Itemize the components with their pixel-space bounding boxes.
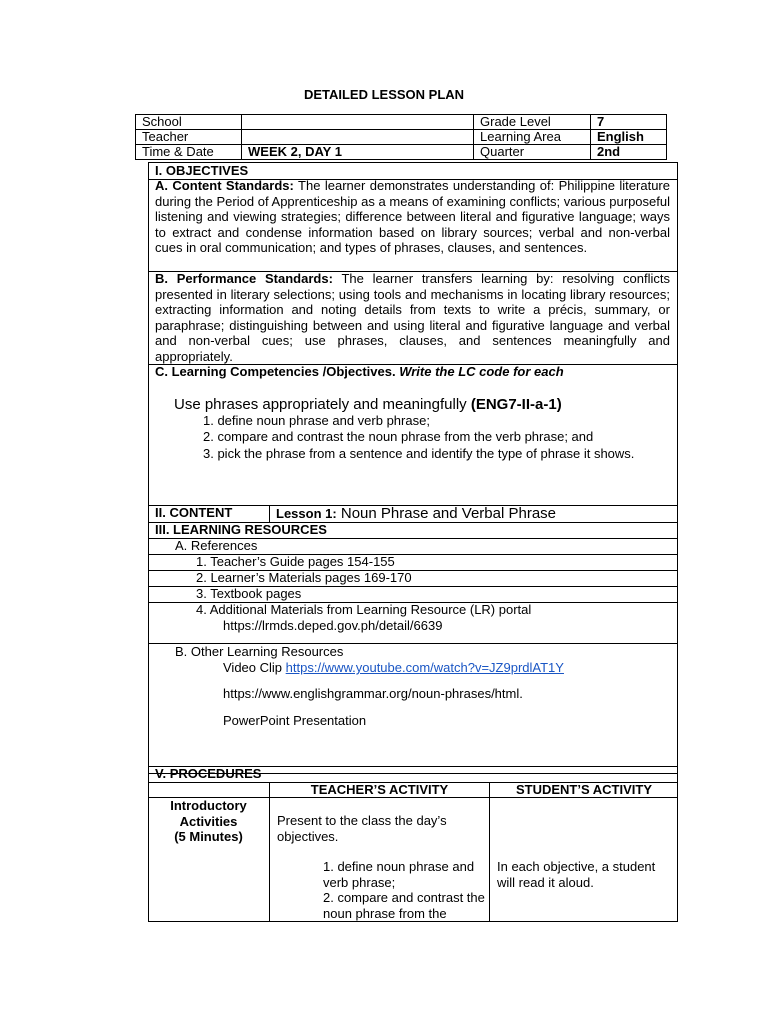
- performance-standards: [155, 271, 670, 364]
- introductory-duration: (5 Minutes): [174, 829, 243, 844]
- lrmds-url[interactable]: https://lrmds.deped.gov.ph/detail/6639: [223, 618, 443, 633]
- performance-standards-label: B. Performance Standards:: [155, 271, 333, 286]
- competency-item-1: 1. define noun phrase and verb phrase;: [203, 413, 430, 428]
- lesson-label: Lesson 1:: [276, 506, 337, 521]
- learners-materials: 2. Learner’s Materials pages 169-170: [196, 570, 412, 585]
- content-standards-text: The learner demonstrates understanding of: Philippine literature during the Period of Apprenticeship as a means of examining conflicts; various purposeful listening and viewing strategies; difference between literal and figurative language; ways to extract and condense information based on library sources; verbal and non-verbal cues in oral communication; and types of phrases, clauses, and sentences.: [155, 178, 670, 255]
- student-activity-header: STUDENT’S ACTIVITY: [515, 782, 653, 797]
- video-clip-label: Video Clip: [223, 660, 283, 675]
- other-resources-label: B. Other Learning Resources: [175, 644, 344, 659]
- powerpoint-presentation: PowerPoint Presentation: [223, 713, 367, 728]
- lesson-title: [276, 505, 556, 522]
- table-row: [136, 145, 667, 160]
- teacher-activity-header: TEACHER’S ACTIVITY: [310, 782, 449, 797]
- additional-materials: 4. Additional Materials from Learning Resource (LR) portal: [196, 602, 532, 617]
- grade-label: Grade Level: [474, 115, 591, 130]
- time-value: WEEK 2, DAY 1: [242, 145, 474, 160]
- references-label: A. References: [175, 538, 258, 553]
- objectives-heading: I. OBJECTIVES: [155, 163, 249, 178]
- content-standards-label: A. Content Standards:: [155, 178, 294, 193]
- teacher-present-objectives: Present to the class the day’s objectives.: [277, 813, 447, 844]
- area-label: Learning Area: [474, 130, 591, 145]
- area-value: English: [591, 130, 667, 145]
- competency-code: (ENG7-II-a-1): [470, 396, 562, 413]
- procedures-heading: V. PROCEDURES: [155, 766, 262, 781]
- quarter-label: Quarter: [474, 145, 591, 160]
- student-activity-text: In each objective, a student will read it aloud.: [497, 859, 656, 890]
- competency-main-text: Use phrases appropriately and meaningfully: [174, 396, 467, 413]
- school-label: School: [136, 115, 242, 130]
- teacher-label: Teacher: [136, 130, 242, 145]
- competency-item-2: 2. compare and contrast the noun phrase from the verb phrase; and: [203, 429, 594, 444]
- textbook-pages: 3. Textbook pages: [196, 586, 302, 601]
- table-row: [136, 130, 667, 145]
- video-clip: [223, 660, 564, 676]
- video-link[interactable]: https://www.youtube.com/watch?v=JZ9prdlAT1Y: [285, 660, 564, 675]
- teacher-value: [242, 130, 474, 145]
- document-title: DETAILED LESSON PLAN: [303, 87, 465, 102]
- grammar-url[interactable]: https://www.englishgrammar.org/noun-phrases/html.: [223, 686, 523, 701]
- competencies-note: Write the LC code for each: [399, 364, 564, 379]
- divider: [269, 505, 270, 523]
- competency-item-3: 3. pick the phrase from a sentence and identify the type of phrase it shows.: [203, 446, 635, 461]
- teacher-objective-2: 2. compare and contrast the noun phrase from the: [323, 890, 485, 921]
- time-label: Time & Date: [136, 145, 242, 160]
- lesson-title-text: Noun Phrase and Verbal Phrase: [340, 505, 557, 522]
- introductory-label-1: Introductory: [170, 798, 247, 813]
- competency-main: [174, 396, 562, 413]
- teacher-objective-1: 1. define noun phrase and verb phrase;: [323, 859, 475, 890]
- performance-standards-text: The learner transfers learning by: resolving conflicts presented in literary selections; using tools and mechanisms in locating library resources; extracting information and noting details from texts to write a précis, summary, or paraphrase; distinguishing between and using literal and figurative language and verbal and non-verbal cues; use phrases, clauses, and sentences meaningfully and appropriately.: [155, 271, 670, 364]
- divider: [269, 782, 270, 922]
- competencies-label: C. Learning Competencies /Objectives.: [155, 364, 396, 379]
- competencies-heading: [155, 364, 564, 380]
- content-standards: [155, 178, 670, 256]
- school-value: [242, 115, 474, 130]
- table-row: [136, 115, 667, 130]
- divider: [489, 782, 490, 922]
- resources-heading: III. LEARNING RESOURCES: [155, 522, 327, 537]
- introductory-label-2: Activities: [179, 814, 238, 829]
- quarter-value: 2nd: [591, 145, 667, 160]
- content-heading: II. CONTENT: [155, 505, 233, 520]
- grade-value: 7: [591, 115, 667, 130]
- teachers-guide: 1. Teacher’s Guide pages 154-155: [196, 554, 395, 569]
- header-table: [135, 114, 667, 160]
